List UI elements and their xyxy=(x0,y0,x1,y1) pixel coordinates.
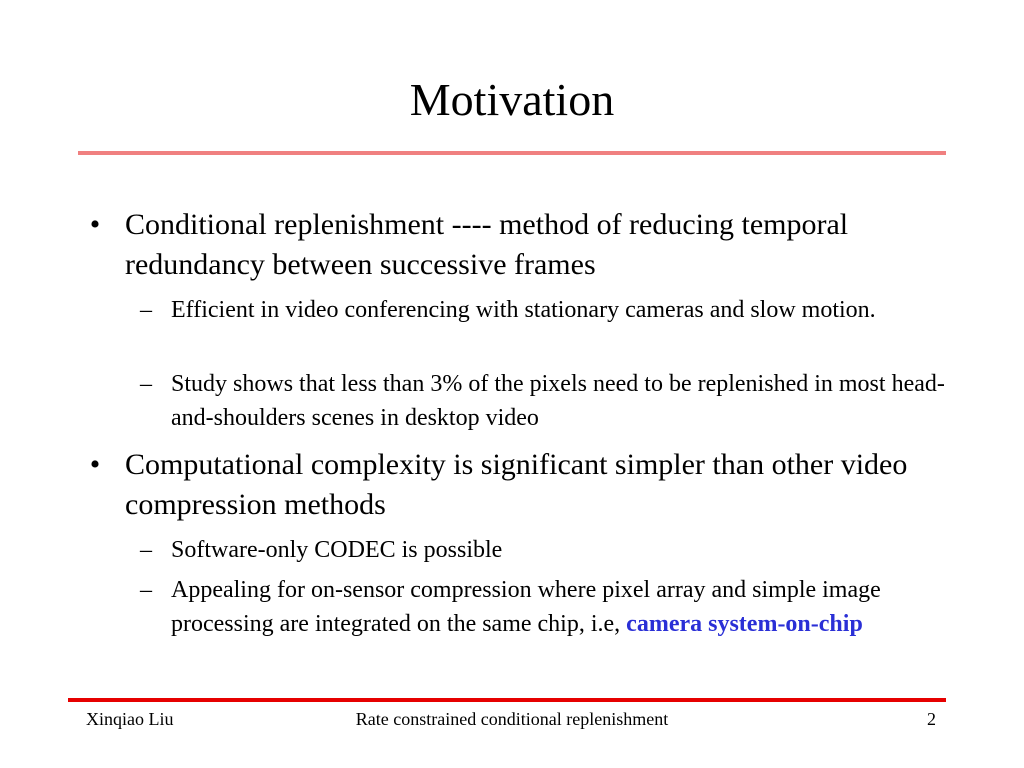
footer-divider xyxy=(68,698,946,702)
bullet-marker: • xyxy=(89,448,101,481)
sub-bullet-marker: – xyxy=(140,297,152,323)
bullet-2-sub-2 xyxy=(140,573,946,641)
footer-author: Xinqiao Liu xyxy=(86,709,174,729)
bullet-2-sub-2-text: Appealing for on-sensor compression where pixel array and simple image processing are integrated on the same chip, i.e, xyxy=(171,577,881,637)
title-divider xyxy=(78,151,946,155)
bullet-2-sub-1 xyxy=(140,533,946,567)
footer-talk-title: Rate constrained conditional replenishment xyxy=(355,709,669,729)
bullet-marker: • xyxy=(89,208,101,241)
bullet-2-sub-1-text: Software-only CODEC is possible xyxy=(171,537,503,563)
bullet-1-sub-1-text: Efficient in video conferencing with stationary cameras and slow motion. xyxy=(171,297,876,323)
slide-title: Motivation xyxy=(409,74,615,125)
emphasis-camera-system-on-chip: camera system-on-chip xyxy=(626,611,863,637)
bullet-1-text: Conditional replenishment ---- method of reducing temporal redundancy between successive frames xyxy=(125,208,849,281)
bullet-2-text: Computational complexity is significant simpler than other video compression methods xyxy=(125,448,908,521)
bullet-1-sub-2-text: Study shows that less than 3% of the pixels need to be replenished in most head-and-shoulders scenes in desktop video xyxy=(171,371,945,431)
sub-bullet-marker: – xyxy=(140,577,152,603)
bullet-1 xyxy=(89,205,945,285)
bullet-2 xyxy=(89,445,945,525)
bullet-1-sub-1 xyxy=(140,293,946,327)
footer-page-number: 2 xyxy=(927,709,936,729)
bullet-1-sub-2 xyxy=(140,367,946,435)
sub-bullet-marker: – xyxy=(140,537,152,563)
sub-bullet-marker: – xyxy=(140,371,152,397)
